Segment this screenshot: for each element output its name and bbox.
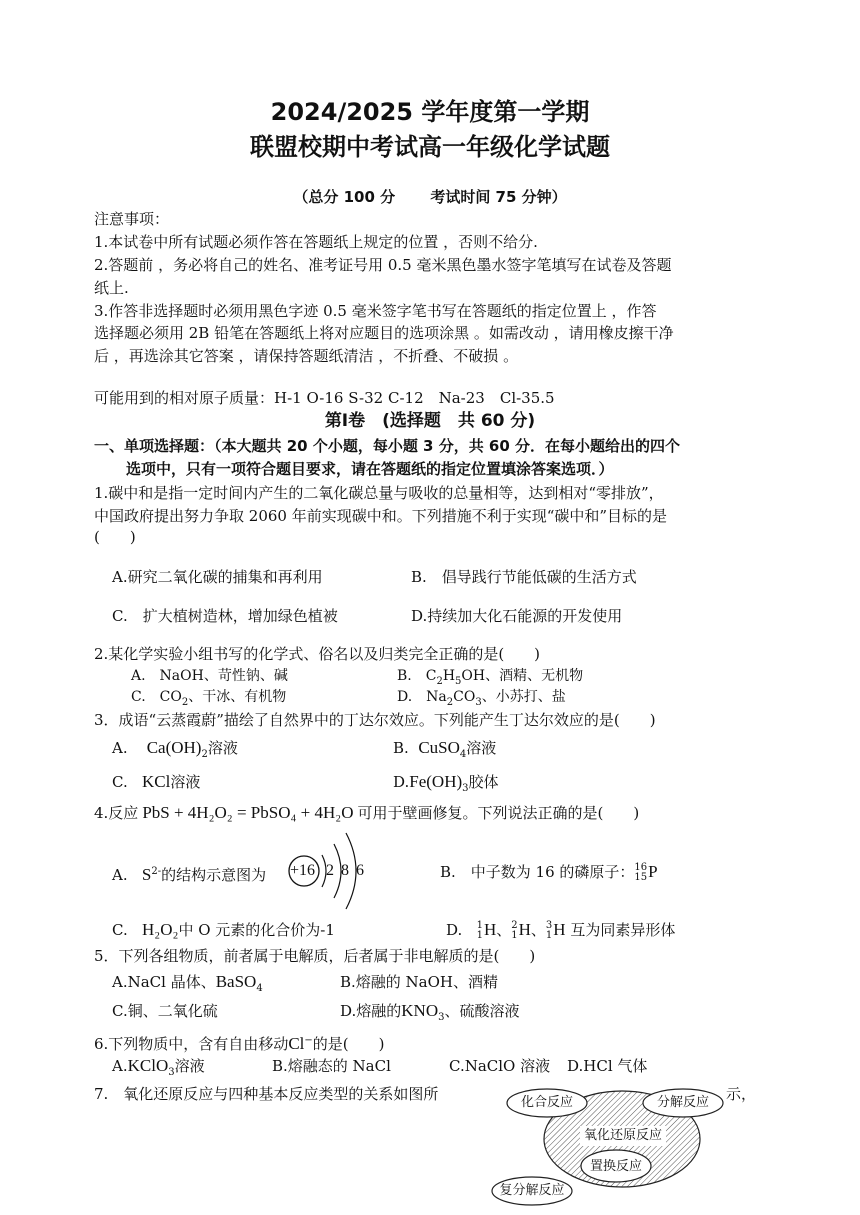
q5-d-text-pre: D.熔融的 — [340, 1002, 402, 1020]
isotope-3-z: 1 — [545, 930, 553, 941]
isotope-2-numbers — [511, 921, 517, 941]
isotope-3-numbers — [546, 921, 552, 941]
q4-d-label: D. — [446, 921, 463, 939]
q6-a-text: 溶液 — [174, 1057, 205, 1075]
q3-b-label: B. — [393, 739, 409, 757]
q1-stem-line-2: 中国政府提出努力争取 2060 年前实现碳中和。下列措施不利于实现“碳中和”目标的是 — [94, 507, 668, 525]
isotope-3-mass: 3 — [545, 920, 553, 931]
q4-c-text: 中 O 元素的化合价为-1 — [178, 921, 335, 939]
q4-c-formula: H₂O₂ — [142, 920, 179, 939]
notice-item-1: 1.本试卷中所有试题必须作答在答题纸上规定的位置 ，否则不给分. — [94, 233, 538, 251]
q6-stem-post: 的是( ) — [312, 1035, 385, 1053]
q1-option-a[interactable]: A.研究二氧化碳的捕集和再利用 — [112, 568, 323, 586]
q3-a-text: 溶液 — [207, 739, 238, 757]
q3-a-formula: Ca(OH) — [146, 738, 202, 757]
q5-a-formula: BaSO — [215, 972, 257, 991]
isotope-2-mass: 2 — [511, 920, 518, 931]
q5-d-formula: KNO — [401, 1001, 439, 1020]
q4-option-b[interactable] — [440, 862, 658, 883]
q2-option-d[interactable]: D. $Na_2CO_3$、小苏打、盐 — [397, 689, 566, 708]
double-decomposition-label: 复分解反应 — [499, 1183, 565, 1198]
q2-b-formula-start: B. C — [397, 668, 437, 684]
q2-c-formula: C. CO — [131, 689, 182, 705]
q4-a-ion: S — [141, 865, 152, 884]
q3-d-formula: Fe(OH) — [409, 772, 463, 791]
q4-a-text: 的结构示意图为 — [161, 866, 267, 884]
q6-option-c[interactable]: C.NaClO 溶液 — [449, 1057, 551, 1075]
q7-stem-tail: 示， — [726, 1085, 757, 1103]
q6-stem-pre: 6.下列物质中，含有自由移动 — [94, 1035, 289, 1053]
q6-option-d[interactable]: D.HCl 气体 — [567, 1057, 648, 1075]
q4-option-c[interactable] — [112, 920, 335, 940]
notice-heading: 注意事项： — [94, 210, 170, 228]
notice-item-3-cont2: 后 ，再选涂其它答案 ，请保持答题纸清洁 ，不折叠、不破损 。 — [94, 347, 519, 365]
q1-stem-line-1: 1.碳中和是指一定时间内产生的二氧化碳总量与吸收的总量相等，达到相对“零排放”， — [94, 484, 664, 502]
q4-c-label: C. — [112, 921, 128, 939]
q2-d-text: 、小苏打、盐 — [481, 689, 566, 705]
isotope-1-z: 1 — [476, 930, 483, 941]
title-line-2: 联盟校期中考试高一年级化学试题 — [250, 133, 610, 161]
q3-c-text: 溶液 — [170, 773, 201, 791]
q1-option-b[interactable]: B. 倡导践行节能低碳的生活方式 — [411, 568, 637, 586]
sulfide-shell-electrons: 2 8 6 — [326, 862, 364, 879]
q3-d-text: 胶体 — [468, 773, 499, 791]
isotope-1-numbers — [477, 921, 483, 941]
q3-b-text: 溶液 — [466, 739, 497, 757]
q7-stem: 7. 氧化还原反应与四种基本反应类型的关系如图所 — [94, 1085, 439, 1103]
q1-option-d[interactable]: D.持续加大化石能源的开发使用 — [411, 607, 623, 625]
q3-c-formula: KCl — [142, 772, 171, 791]
q5-d-text-post: 、硫酸溶液 — [444, 1002, 520, 1020]
q3-d-label: D. — [393, 773, 410, 791]
displacement-label: 置换反应 — [589, 1159, 642, 1174]
decomposition-label: 分解反应 — [656, 1095, 709, 1110]
combination-label: 化合反应 — [520, 1095, 573, 1110]
q5-option-d[interactable]: D.熔融的$KNO_3$、硫酸溶液 — [340, 1001, 520, 1023]
q4-stem-pre: 4.反应 — [94, 804, 139, 822]
q6-a-formula: KClO — [127, 1056, 169, 1075]
phosphorus-mass-number: 16 — [634, 862, 648, 873]
q2-c-text: 、干冰、有机物 — [188, 689, 287, 705]
redox-label: 氧化还原反应 — [580, 1126, 666, 1146]
q6-stem: 6.下列物质中，含有自由移动Cl−的是( ) — [94, 1034, 385, 1053]
q6-option-a[interactable]: A.KClO$_3$溶液 — [112, 1056, 205, 1078]
q4-option-d[interactable]: D. 1 1 H、 2 1 H、 3 1 H 互为同素异形体 — [446, 920, 676, 941]
section-instruction-2: 选项中，只有一项符合题目要求，请在答题纸的指定位置填涂答案选项．） — [126, 460, 614, 478]
q4-equation: PbS + 4H₂O₂ = PbSO₄ + 4H₂O — [142, 803, 354, 822]
atomic-masses: 可能用到的相对原子质量：H-1 O-16 S-32 C-12 Na-23 Cl-35.5 — [94, 389, 555, 407]
q1-stem-line-3: ( ) — [94, 528, 136, 546]
q2-option-b[interactable]: B. $C_2H_5OH$、酒精、无机物 — [397, 668, 584, 687]
q5-option-b[interactable]: B.熔融的 NaOH、酒精 — [340, 973, 499, 991]
q6-chloride-ion: Cl — [288, 1034, 305, 1053]
notice-item-2-cont: 纸上. — [94, 279, 129, 297]
isotope-3-symbol: H — [553, 920, 566, 939]
q3-option-b[interactable]: B. CuSO$_4$溶液 — [393, 738, 497, 760]
subtitle: （总分 100 分 考试时间 75 分钟） — [293, 188, 567, 206]
q6-option-b[interactable]: B.熔融态的 NaCl — [272, 1057, 391, 1075]
section-instruction-1: 一、单项选择题：（本大题共 20 个小题，每小题 3 分，共 60 分．在每小题给出的四个 — [94, 437, 681, 455]
q5-stem: 5．下列各组物质，前者属于电解质，后者属于非电解质的是( ) — [94, 947, 536, 965]
q2-b-text: OH、酒精、无机物 — [461, 668, 584, 684]
q4-a-charge: 2- — [151, 866, 162, 877]
q3-option-a[interactable]: A. $Ca(OH)_2$溶液 — [112, 738, 238, 760]
title-line-1: 2024/2025 学年度第一学期 — [270, 98, 590, 126]
q4-option-a[interactable] — [112, 862, 266, 885]
q2-option-c[interactable]: C. $CO_2$、干冰、有机物 — [131, 689, 287, 708]
isotope-2-z: 1 — [511, 930, 518, 941]
sulfide-nucleus-charge: +16 — [290, 862, 316, 879]
isotope-1-symbol: H — [483, 920, 497, 939]
q3-c-label: C. — [112, 773, 128, 791]
notice-item-3-cont: 选择题必须用 2B 铅笔在答题纸上将对应题目的选项涂黑 。如需改动 ，请用橡皮擦干净 — [94, 324, 674, 342]
q4-d-text: 互为同素异形体 — [570, 921, 676, 939]
q5-option-c[interactable]: C.铜、二氧化硫 — [112, 1002, 218, 1020]
q4-b-text: B. 中子数为 16 的磷原子： — [440, 863, 635, 881]
q3-b-formula: CuSO — [418, 738, 460, 757]
phosphorus-nuclide-numbers — [634, 863, 647, 883]
q1-option-c[interactable]: C. 扩大植树造林，增加绿色植被 — [112, 607, 338, 625]
notice-item-3: 3.作答非选择题时必须用黑色字迹 0.5 毫米签字笔书写在答题纸的指定位置上 ，作答 — [94, 302, 657, 320]
q3-option-d[interactable]: $D.Fe(OH)_3$胶体 — [393, 772, 499, 794]
isotope-1-mass: 1 — [476, 920, 483, 931]
q4-stem-post: 可用于壁画修复。下列说法正确的是( ) — [357, 804, 640, 822]
q5-option-a[interactable]: A.NaCl 晶体、BaSO$_4$ — [112, 972, 263, 994]
q3-a-label: A. — [112, 739, 128, 757]
notice-item-2: 2.答题前 ，务必将自己的姓名、准考证号用 0.5 毫米黑色墨水签字笔填写在试卷及答题 — [94, 256, 672, 274]
q2-option-a[interactable]: A. NaOH、苛性钠、碱 — [131, 668, 288, 684]
q3-stem: 3．成语“云蒸霞蔚”描绘了自然界中的丁达尔效应。下列能产生丁达尔效应的是( ) — [94, 711, 656, 729]
phosphorus-atomic-number: 15 — [634, 872, 648, 883]
q2-stem: 2.某化学实验小组书写的化学式、俗名以及归类完全正确的是( ) — [94, 645, 541, 663]
q6-a-label: A. — [112, 1057, 128, 1075]
phosphorus-symbol: P — [648, 862, 658, 881]
q2-d-formula: D. Na — [397, 689, 447, 705]
q4-stem — [94, 803, 639, 823]
q5-a-text: A.NaCl 晶体、 — [112, 973, 216, 991]
q3-option-c[interactable] — [112, 772, 200, 792]
section-title: 第Ⅰ卷 (选择题 共 60 分) — [324, 411, 536, 431]
isotope-2-symbol: H — [518, 920, 531, 939]
q4-a-label: A. — [112, 866, 128, 884]
